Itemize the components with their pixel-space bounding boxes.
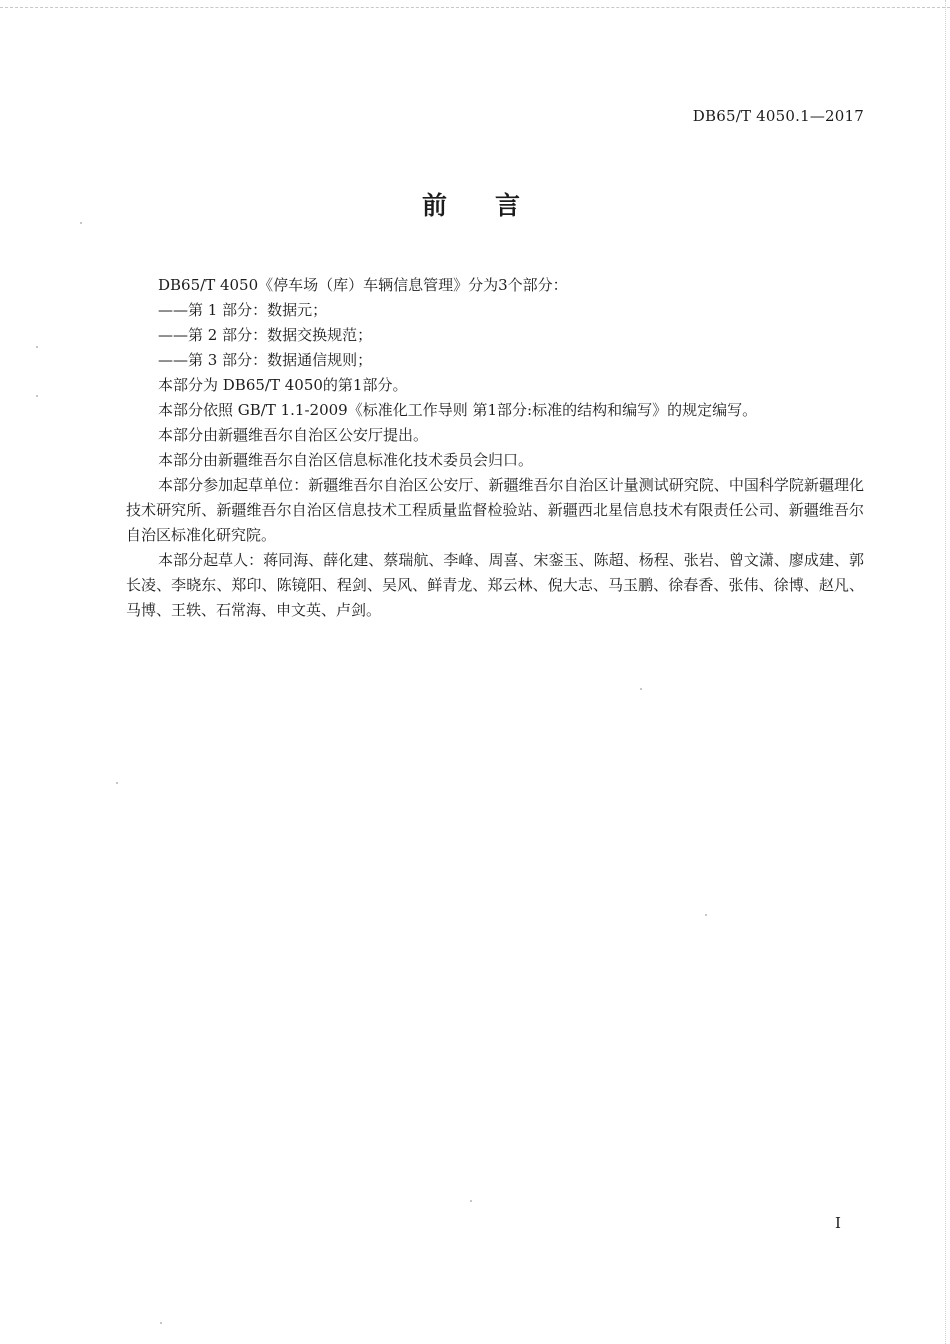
page-number: I xyxy=(835,1214,841,1232)
scan-speck xyxy=(80,222,82,224)
paragraph-part-1: ——第 1 部分：数据元； xyxy=(158,301,328,319)
paragraph-drafting-rules: 本部分依照 GB/T 1.1-2009《标准化工作导则 第1部分:标准的结构和编写》的规定编写。 xyxy=(158,401,758,419)
scan-speck xyxy=(705,914,707,916)
scan-speck xyxy=(36,395,38,397)
scan-speck xyxy=(36,346,38,348)
paragraph-part-2: ——第 2 部分：数据交换规范； xyxy=(158,326,373,344)
paragraph-parts-intro: DB65/T 4050《停车场（库）车辆信息管理》分为3个部分： xyxy=(158,276,568,294)
paragraph-drafters: 本部分起草人：蒋同海、薛化建、蔡瑞航、李峰、周喜、宋銮玉、陈超、杨程、张岩、曾文潇、廖成建、郭长凌、李晓东、郑印、陈镜阳、程剑、吴风、鲜青龙、郑云林、倪大志、马玉鹏、徐春香、张伟、徐博、赵凡、马博、王轶、石常海、申文英、卢剑。 xyxy=(126,551,864,619)
scan-speck xyxy=(160,1322,162,1324)
paragraph-proposed-by: 本部分由新疆维吾尔自治区公安厅提出。 xyxy=(158,426,429,444)
paragraph-this-part: 本部分为 DB65/T 4050的第1部分。 xyxy=(158,376,408,394)
paragraph-part-3: ——第 3 部分：数据通信规则； xyxy=(158,351,373,369)
scan-edge-top xyxy=(0,0,950,8)
paragraph-managed-by: 本部分由新疆维吾尔自治区信息标准化技术委员会归口。 xyxy=(158,451,534,469)
scan-speck xyxy=(470,1200,472,1202)
document-code: DB65/T 4050.1—2017 xyxy=(692,107,864,125)
paragraph-drafting-units: 本部分参加起草单位：新疆维吾尔自治区公安厅、新疆维吾尔自治区计量测试研究院、中国科学院新疆理化技术研究所、新疆维吾尔自治区信息技术工程质量监督检验站、新疆西北星信息技术有限责任公司、新疆维吾尔自治区标准化研究院。 xyxy=(126,476,864,544)
scan-speck xyxy=(116,782,118,784)
scan-speck xyxy=(640,688,642,690)
page-title: 前言 xyxy=(421,191,568,220)
document-body xyxy=(126,273,864,623)
